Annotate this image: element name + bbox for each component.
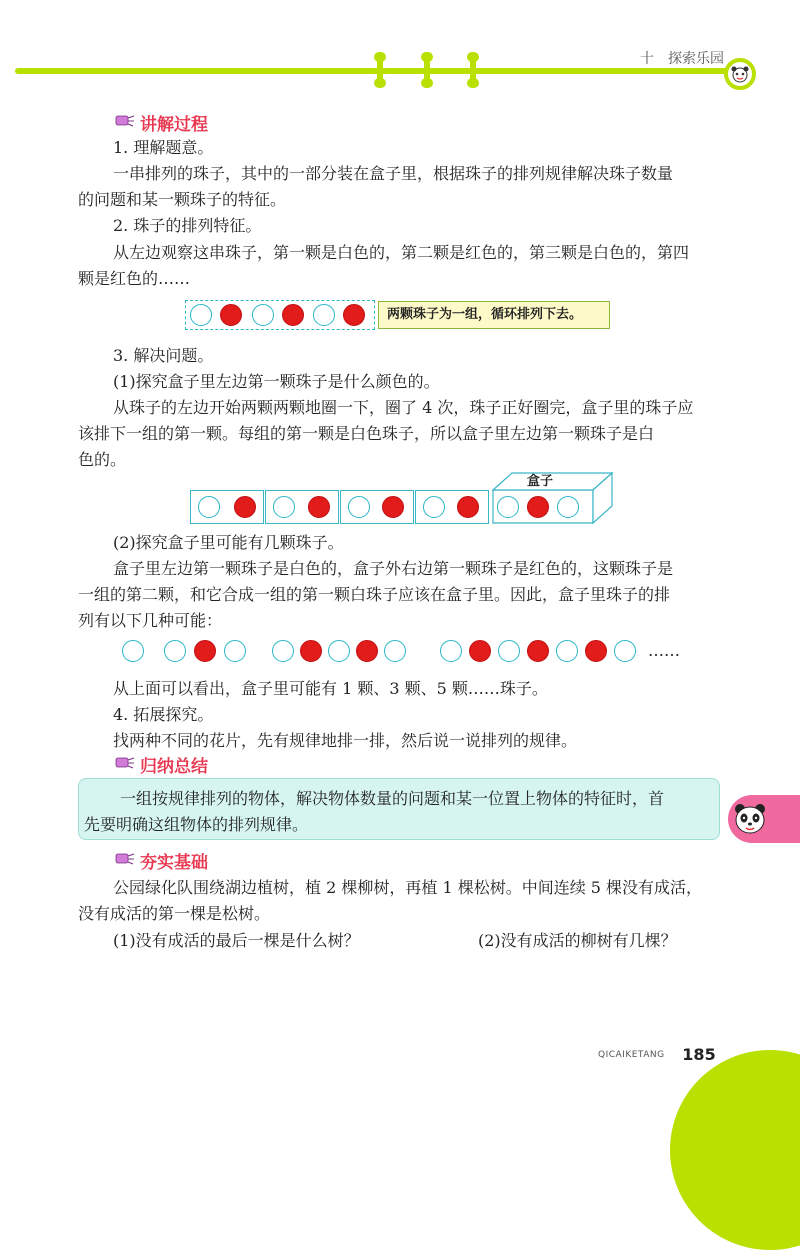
bead-white xyxy=(384,640,406,662)
step-1-text: 的问题和某一颗珠子的特征。 xyxy=(78,190,287,209)
question-1-text: 从珠子的左边开始两颗两颗地圈一下，圈了 4 次，珠子正好圈完，盒子里的珠子应 xyxy=(113,398,694,417)
step-1-heading: 1. 理解题意。 xyxy=(113,138,214,157)
practice-question-2: (2)没有成活的柳树有几棵？ xyxy=(478,931,677,950)
bead-white xyxy=(190,304,212,326)
bead-red xyxy=(469,640,491,662)
practice-question-1: (1)没有成活的最后一棵是什么树？ xyxy=(113,931,360,950)
header-pin xyxy=(467,52,479,62)
bead-red xyxy=(527,640,549,662)
bead-red xyxy=(527,496,549,518)
bead-red xyxy=(194,640,216,662)
bead-white xyxy=(498,640,520,662)
header-pin xyxy=(374,78,386,88)
bead-red xyxy=(234,496,256,518)
step-3-heading: 3. 解决问题。 xyxy=(113,346,214,365)
bead-red xyxy=(220,304,242,326)
bead-white xyxy=(164,640,186,662)
step-1-text: 一串排列的珠子，其中的一部分装在盒子里，根据珠子的排列规律解决珠子数量 xyxy=(113,164,674,183)
practice-text: 没有成活的第一棵是松树。 xyxy=(78,904,271,923)
ellipsis: …… xyxy=(648,641,680,660)
bead-red xyxy=(382,496,404,518)
bead-white xyxy=(348,496,370,518)
question-2: (2)探究盒子里可能有几颗珠子。 xyxy=(113,533,344,552)
section-title-summary: 归纳总结 xyxy=(140,757,208,777)
summary-text: 一组按规律排列的物体，解决物体数量的问题和某一位置上物体的特征时，首 xyxy=(120,789,665,808)
bead-white xyxy=(273,496,295,518)
bead-white xyxy=(313,304,335,326)
bead-white xyxy=(423,496,445,518)
header-pin xyxy=(374,52,386,62)
section-hand-icon xyxy=(115,851,135,865)
corner-decoration xyxy=(670,1050,800,1250)
bead-white xyxy=(440,640,462,662)
header-pin xyxy=(421,78,433,88)
question-2-conclusion: 从上面可以看出，盒子里可能有 1 颗、3 颗、5 颗……珠子。 xyxy=(113,679,548,698)
step-2-heading: 2. 珠子的排列特征。 xyxy=(113,216,262,235)
bead-white xyxy=(557,496,579,518)
question-2-text: 一组的第二颗，和它合成一组的第一颗白珠子应该在盒子里。因此，盒子里珠子的排 xyxy=(78,585,671,604)
bead-red xyxy=(343,304,365,326)
practice-text: 公园绿化队围绕湖边植树，植 2 棵柳树，再植 1 棵松树。中间连续 5 棵没有成活， xyxy=(113,878,703,897)
bead-red xyxy=(282,304,304,326)
bead-white xyxy=(252,304,274,326)
footer-brand: QICAIKETANG xyxy=(598,1050,665,1060)
step-2-text: 从左边观察这串珠子，第一颗是白色的，第二颗是红色的，第三颗是白色的，第四 xyxy=(113,243,690,262)
step-4-heading: 4. 拓展探究。 xyxy=(113,705,214,724)
bead-red xyxy=(356,640,378,662)
step-4-text: 找两种不同的花片，先有规律地排一排，然后说一说排列的规律。 xyxy=(113,731,578,750)
chapter-title: 十 探索乐园 xyxy=(640,51,724,67)
box-label: 盒子 xyxy=(527,474,554,489)
section-title-explain: 讲解过程 xyxy=(140,115,208,135)
panda-icon xyxy=(732,802,768,836)
header-pin xyxy=(421,52,433,62)
question-1-text: 色的。 xyxy=(78,450,127,469)
mascot-badge-icon xyxy=(724,58,756,90)
header-pin xyxy=(467,78,479,88)
bead-red xyxy=(585,640,607,662)
bead-white xyxy=(224,640,246,662)
bead-white xyxy=(122,640,144,662)
bead-red xyxy=(308,496,330,518)
question-2-text: 盒子里左边第一颗珠子是白色的，盒子外右边第一颗珠子是红色的，这颗珠子是 xyxy=(113,559,674,578)
bead-white xyxy=(272,640,294,662)
step-2-text: 颗是红色的…… xyxy=(78,269,191,288)
bead-red xyxy=(300,640,322,662)
summary-text: 先要明确这组物体的排列规律。 xyxy=(84,815,309,834)
bead-white xyxy=(328,640,350,662)
bead-red xyxy=(457,496,479,518)
page-number: 185 xyxy=(680,1042,718,1068)
section-title-practice: 夯实基础 xyxy=(140,853,208,873)
bead-white xyxy=(556,640,578,662)
callout-box: 两颗珠子为一组，循环排列下去。 xyxy=(378,301,610,329)
section-hand-icon xyxy=(115,113,135,127)
question-1: (1)探究盒子里左边第一颗珠子是什么颜色的。 xyxy=(113,372,440,391)
bead-white xyxy=(497,496,519,518)
question-2-text: 列有以下几种可能： xyxy=(78,611,223,630)
section-hand-icon xyxy=(115,755,135,769)
question-1-text: 该排下一组的第一颗。每组的第一颗是白色珠子，所以盒子里左边第一颗珠子是白 xyxy=(78,424,655,443)
bead-white xyxy=(614,640,636,662)
bead-white xyxy=(198,496,220,518)
